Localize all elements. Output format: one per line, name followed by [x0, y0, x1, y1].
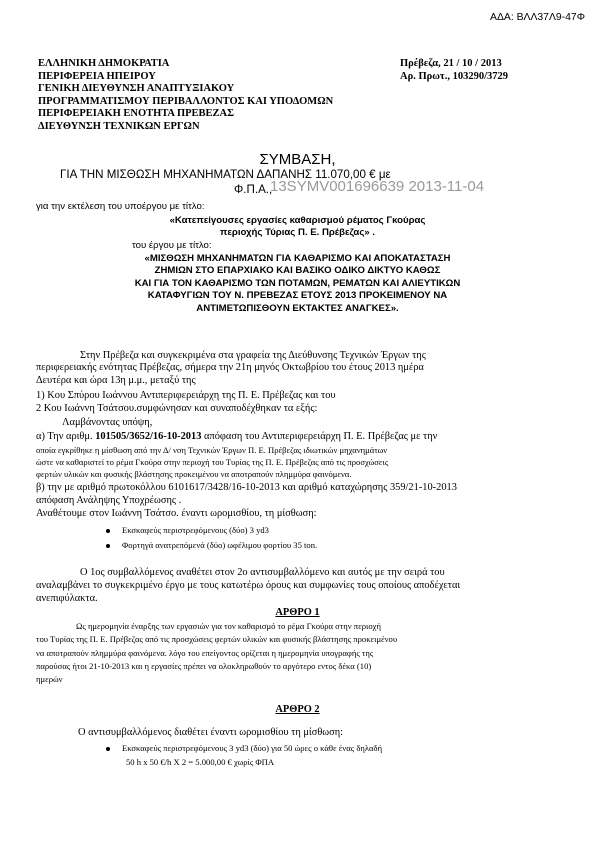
issuer-block — [38, 58, 333, 134]
body-line: αναλαμβάνει το συγκεκριμένο έργο με τους κατωτέρω όρους και συμφωνίες τους οποίους αποδέχεται — [36, 580, 461, 591]
subproject-title-line: περιοχής Τύριας Π. Ε. Πρέβεζας» . — [220, 227, 375, 238]
bullet-icon — [106, 529, 110, 533]
body-line: Στην Πρέβεζα και συγκεκριμένα στα γραφεία της Διεύθυνσης Τεχνικών Έργων της — [80, 350, 426, 361]
body-line: ανεπιφύλακτα. — [36, 593, 98, 604]
article-1-line: να αποτραπούν πλημμύρα φαινόμενα. λόγο του επείγοντος ορίζεται η ημερομηνία υπογραφής της — [36, 648, 374, 658]
subproject-title-line: «Κατεπείγουσες εργασίες καθαρισμού ρέματος Γκούρας — [169, 215, 426, 226]
project-title — [0, 253, 595, 315]
project-intro: του έργου με τίτλο: — [132, 240, 212, 251]
list-item-text: Εκσκαφεύς περιστρεφόμενους 3 yd3 (δύο) για 50 ώρες ο κάθε ένας δηλαδή — [122, 743, 383, 753]
issuer-line: ΠΕΡΙΦΕΡΕΙΑ ΗΠΕΙΡΟΥ — [38, 70, 156, 82]
article-2-heading: ΑΡΘΡΟ 2 — [275, 704, 320, 715]
list-item-text: Φορτηγά ανατρεπόμενά (δύο) ωφέλιμου φορτίου 35 ton. — [122, 540, 318, 550]
date-protocol-block — [400, 58, 508, 83]
body-line: Δευτέρα και ώρα 13η μ.μ., μεταξύ της — [36, 375, 196, 386]
decision-a-cont: φερτών υλικών και φυσικής βλάστησης προκειμένου να αποτραπούν πλημμύρα φαινόμενα. — [36, 469, 352, 479]
list-item — [106, 540, 317, 550]
project-title-line: ΚΑΙ ΓΙΑ ΤΟΝ ΚΑΘΑΡΙΣΜΟ ΤΩΝ ΠΟΤΑΜΩΝ, ΡΕΜΑΤΩΝ ΚΑΙ ΑΛΙΕΥΤΙΚΩΝ — [134, 277, 461, 289]
decision-a-cont: οποία εγκρίθηκε η μίσθωση από την Δ/ νση Τεχνικών Έργων Π. Ε. Πρέβεζας ιδιωτικών μηχανημάτων — [36, 445, 388, 455]
body-line: Ο 1ος συμβαλλόμενος αναθέτει στον 2ο αντισυμβαλλόμενο και αυτός με την σειρά του — [80, 567, 445, 578]
bullet-icon — [106, 544, 110, 548]
place-date: Πρέβεζα, 21 / 10 / 2013 — [400, 58, 502, 69]
issuer-line: ΔΙΕΥΘΥΝΣΗ ΤΕΧΝΙΚΩΝ ΕΡΓΩΝ — [38, 120, 200, 132]
body-line: περιφερειακής ενότητας Πρέβεζας, σήμερα την 21η μηνός Οκτωβρίου του έτους 2013 ημέρα — [36, 362, 424, 373]
project-title-line: «ΜΙΣΘΩΣΗ ΜΗΧΑΝΗΜΑΤΩΝ ΓΙΑ ΚΑΘΑΡΙΣΜΟ ΚΑΙ ΑΠΟΚΑΤΑΣΤΑΣΗ — [144, 253, 451, 264]
decision-a-cont: ώστε να καθαριστεί το ρέμα Γκούρα στην περιοχή του Τυρίας της Π. Ε. Πρέβεζας από τις προσχώσεις — [36, 457, 389, 467]
ada-code: ΑΔΑ: ΒΛΛ37Λ9-47Φ — [490, 12, 585, 23]
decision-b: β) την με αριθμό πρωτοκόλλου 6101617/3428/16-10-2013 και αριθμό καταχώρησης 359/21-10-2013 — [36, 482, 457, 493]
contract-subtitle-vat: Φ.Π.Α., — [234, 183, 273, 196]
contract-title: ΣΥΜΒΑΣΗ, — [259, 151, 336, 168]
cost-calculation: 50 h x 50 €/h X 2 = 5.000,00 € χωρίς ΦΠΑ — [126, 757, 275, 767]
decision-a-number: 101505/3652/16-10-2013 — [95, 431, 202, 442]
protocol-number: Αρ. Πρωτ., 103290/3729 — [400, 70, 509, 82]
list-item — [106, 743, 382, 753]
list-item-text: Εκσκαφεύς περιστρεφόμενους (δύο) 3 yd3 — [122, 525, 269, 535]
subproject-title — [0, 215, 595, 238]
bullet-icon — [106, 747, 110, 751]
project-title-line: ΚΑΤΑΦΥΓΙΩΝ ΤΟΥ Ν. ΠΡΕΒΕΖΑΣ ΕΤΟΥΣ 2013 ΠΡΟΚΕΙΜΕΝΟΥ ΝΑ — [147, 290, 448, 302]
decision-b-cont: απόφαση Ανάληψης Υποχρέωσης . — [36, 495, 182, 506]
decision-a — [36, 431, 437, 442]
party-one: 1) Κου Σπύρου Ιωάννου Αντιπεριφερειάρχη της Π. Ε. Πρέβεζας και του — [36, 390, 336, 401]
issuer-line: ΠΡΟΓΡΑΜΜΑΤΙΣΜΟΥ ΠΕΡΙΒΑΛΛΟΝΤΟΣ ΚΑΙ ΥΠΟΔΟΜΩΝ — [38, 95, 334, 107]
article-1-line: παρούσας ήτοι 21-10-2013 και η εργασίες πρέπει να ολοκληρωθούν το αργότερο εντος δέκα (10) — [36, 661, 372, 671]
issuer-line: ΠΕΡΙΦΕΡΕΙΑΚΗ ΕΝΟΤΗΤΑ ΠΡΕΒΕΖΑΣ — [38, 108, 235, 120]
registry-stamp: 13SYMV001696639 2013-11-04 — [270, 178, 485, 195]
list-item — [106, 525, 269, 535]
article-1-heading: ΑΡΘΡΟ 1 — [275, 607, 320, 618]
considering-label: Λαμβάνοντας υπόψη, — [62, 417, 153, 428]
article-1-line: ημερών — [36, 674, 63, 684]
issuer-line: ΕΛΛΗΝΙΚΗ ΔΗΜΟΚΡΑΤΙΑ — [38, 58, 170, 69]
article-2-intro: Ο αντισυμβαλλόμενος διαθέτει έναντι ωρομισθίου τη μίσθωση: — [78, 727, 344, 738]
article-1-line: του Τυρίας της Π. Ε. Πρέβεζας από τις προσχώσεις φερτών υλικών και φυσικής βλάστησης προκειμένου — [36, 634, 398, 644]
assignment-line: Αναθέτουμε στον Ιωάννη Τσάτσο. έναντι ωρομισθίου, τη μίσθωση: — [36, 508, 317, 519]
issuer-line: ΓΕΝΙΚΗ ΔΙΕΥΘΥΝΣΗ ΑΝΑΠΤΥΞΙΑΚΟΥ — [38, 83, 235, 95]
decision-a-prefix: α) Την αριθμ. — [36, 431, 96, 442]
article-1-line: Ως ημερομηνία έναρξης των εργασιών για τον καθαρισμό το ρέμα Γκούρα στην περιοχή — [76, 621, 381, 631]
decision-a-suffix: απόφαση του Αντιπεριφερειάρχη Π. Ε. Πρέβεζας με την — [201, 431, 438, 442]
project-title-line: ΖΗΜΙΩΝ ΣΤΟ ΕΠΑΡΧΙΑΚΟ ΚΑΙ ΒΑΣΙΚΟ ΟΔΙΚΟ ΔΙΚΤΥΟ ΚΑΘΩΣ — [154, 265, 441, 277]
project-title-line: ΑΝΤΙΜΕΤΩΠΙΣΘΟΥΝ ΕΚΤΑΚΤΕΣ ΑΝΑΓΚΕΣ». — [196, 302, 399, 314]
contract-subtitle: ΓΙΑ ΤΗΝ ΜΙΣΘΩΣΗ ΜΗΧΑΝΗΜΑΤΩΝ ΔΑΠΑΝΗΣ 11.070,00 € με — [60, 168, 391, 181]
subproject-intro: για την εκτέλεση του υποέργου με τίτλο: — [36, 201, 205, 212]
party-two: 2 Κου Ιωάννη Τσάτσου.συμφώνησαν και συναποδέχθηκαν τα εξής: — [36, 403, 318, 414]
